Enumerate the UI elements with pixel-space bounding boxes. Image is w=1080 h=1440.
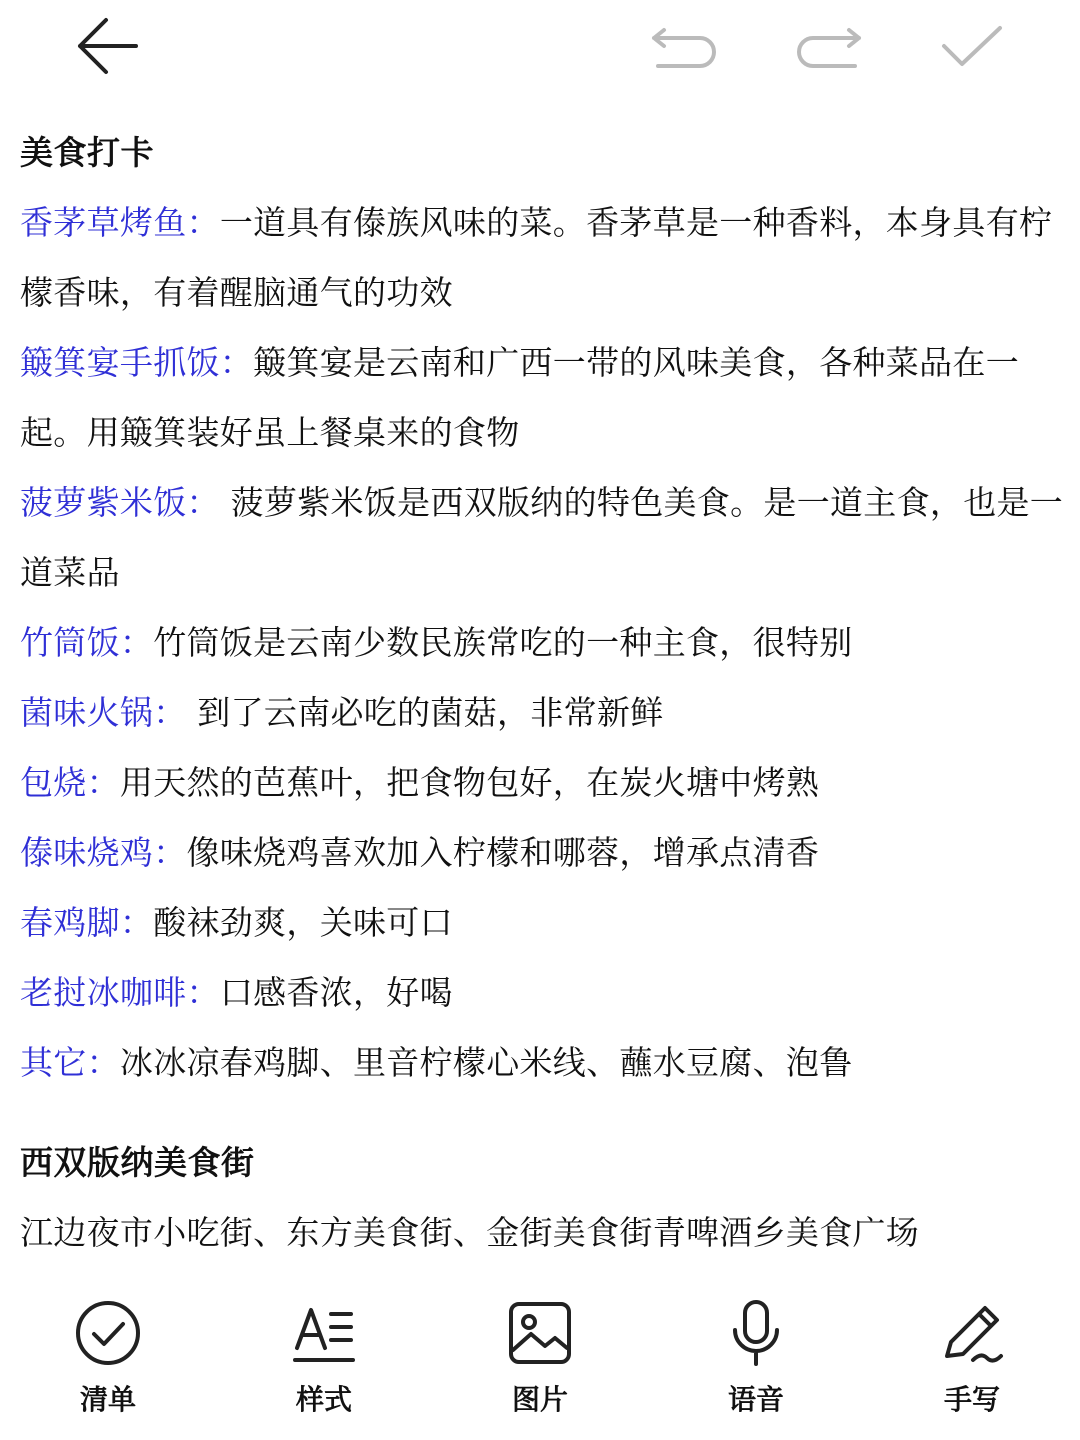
bottom-toolbar: [0, 1290, 1080, 1430]
food-description: 冰冰凉春鸡脚、里音柠檬心米线、蘸水豆腐、泡鲁: [119, 1043, 853, 1082]
tool-label: 清单: [79, 1383, 136, 1416]
checklist-button[interactable]: [38, 1290, 178, 1418]
tool-label: 样式: [295, 1383, 352, 1416]
checklist-icon: [73, 1298, 143, 1368]
check-icon[interactable]: [940, 24, 1004, 70]
text-style-button[interactable]: [254, 1290, 394, 1418]
image-icon: [505, 1298, 575, 1368]
food-description: 簸箕宴是云南和广西一带的风味美食，各种菜品在一起。用簸箕装好虽上餐桌来的食物: [20, 343, 1020, 452]
food-description: 菠萝紫米饭是西双版纳的特色美食。是一道主食，也是一道菜品: [20, 483, 1064, 592]
top-bar: [0, 0, 1080, 100]
section-heading-streets: 西双版纳美食街: [20, 1143, 255, 1182]
food-name: 菠萝紫米饭：: [20, 483, 220, 522]
note-content[interactable]: [20, 118, 1065, 1268]
food-entry: [20, 608, 1065, 678]
food-entry: [20, 328, 1065, 468]
food-entry: [20, 888, 1065, 958]
food-description: 一道具有傣族风味的菜。香茅草是一种香料，本身具有柠檬香味，有着醒脑通气的功效: [20, 203, 1053, 312]
redo-icon[interactable]: [795, 26, 863, 68]
handwriting-button[interactable]: [902, 1290, 1042, 1418]
food-name: 包烧：: [20, 763, 120, 802]
food-name: 香茅草烤鱼：: [20, 203, 220, 242]
voice-button[interactable]: [686, 1290, 826, 1418]
pen-icon: [937, 1298, 1007, 1368]
food-description: 到了云南必吃的菌菇，非常新鲜: [186, 693, 664, 732]
food-entry: [20, 748, 1065, 818]
food-name: 菌味火锅：: [20, 693, 187, 732]
food-description: 酸袜劲爽，关味可口: [153, 903, 453, 942]
food-entry: [20, 818, 1065, 888]
arrow-left-icon[interactable]: [76, 16, 140, 76]
food-name: 竹筒饭：: [20, 623, 154, 662]
food-description: 口感香浓，好喝: [219, 973, 453, 1012]
food-name: 老挝冰咖啡：: [20, 973, 220, 1012]
food-description: 竹筒饭是云南少数民族常吃的一种主食，很特别: [153, 623, 853, 662]
food-name: 簸箕宴手抓饭：: [20, 343, 254, 382]
food-name: 春鸡脚：: [20, 903, 154, 942]
food-description: 用天然的芭蕉叶，把食物包好，在炭火塘中烤熟: [119, 763, 820, 802]
food-entry: [20, 188, 1065, 328]
food-entry: [20, 678, 1065, 748]
tool-label: 语音: [727, 1383, 784, 1416]
tool-label: 图片: [511, 1383, 568, 1416]
section-spacer: [20, 1098, 1065, 1128]
food-description: 像味烧鸡喜欢加入柠檬和哪蓉，增承点清香: [186, 833, 820, 872]
food-entry: [20, 1028, 1065, 1098]
tool-label: 手写: [943, 1383, 1000, 1416]
image-button[interactable]: [470, 1290, 610, 1418]
food-entry: [20, 468, 1065, 608]
undo-icon[interactable]: [650, 26, 718, 68]
streets-text: 江边夜市小吃街、东方美食街、金街美食街青啤酒乡美食广场: [20, 1213, 920, 1252]
food-name: 其它：: [20, 1043, 120, 1082]
food-entry: [20, 958, 1065, 1028]
food-name: 傣味烧鸡：: [20, 833, 187, 872]
microphone-icon: [721, 1298, 791, 1368]
text-style-icon: [289, 1298, 359, 1368]
section-heading-food: 美食打卡: [20, 133, 154, 172]
